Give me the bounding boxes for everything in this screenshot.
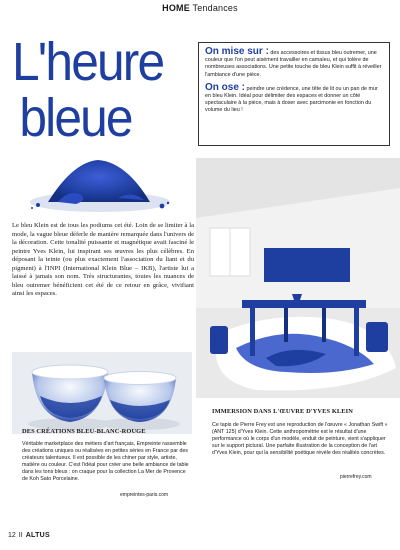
right-section-text: Ce tapis de Pierre Frey est une reproduction de l'œuvre « Jonathan Swift » (ANT 125) d'Yves Klein. Cette anthropométrie est le résultat d'une performance où le corps d'un modèle, enduit de peinture, vient s'appliquer sur le support pictural. Une parfaite illustration de la conception de l'art d'Yves Klein, pour qui la sensibilité poétique révèle des réalités concrètes. bbox=[212, 422, 388, 456]
tip-2-text: peindre une crédence, une tête de lit ou un pan de mur en bleu Klein. Idéal pour délimiter des espaces et donner un côté spectaculaire à la pièce, mais à doser avec parcimonie en fonction du volume du lieu ! bbox=[205, 85, 378, 114]
tips-box bbox=[198, 42, 390, 146]
tip-1-text: des accessoires et tissus bleu outremer, une couleur que l'on peut aisément travailler en camaïeu, et qui tolère de nombreuses associations. Une petite touche de bleu Klein suffit à réveiller l'ambiance d'une pièce. bbox=[205, 50, 382, 78]
title-line-1: L'heure bbox=[12, 32, 164, 92]
right-credit: pierrefrey.com bbox=[340, 474, 372, 480]
magazine-name: ALTUS bbox=[25, 532, 50, 539]
tip-1-lead: On mise sur : bbox=[205, 46, 269, 57]
blue-room-photo bbox=[196, 158, 400, 398]
blue-bowls-photo bbox=[12, 352, 192, 434]
body-text: Le bleu Klein est de tous les podiums cet été. Loin de se limiter à la mode, la vague bleue déferle de manière remarquée dans l'univers de la décoration. Cette tonalité puissante et magnétique avait fasciné le peintre Yves Klein, lui inspirant ses œuvres les plus célèbres. En déposant la teinte (ou plus exactement l'association du liant et du pigment) à l'INPI (International Klein Blue – IKB), l'artiste lui a laissé à jamais son nom. Très structurantes, toutes les nuances de bleu outremer bénéficient cet été de ce retour en grâce, vivifiant ainsi les espaces. bbox=[12, 222, 194, 297]
tip-2 bbox=[205, 83, 383, 115]
header-sub: Tendances bbox=[192, 3, 238, 13]
title-line-2: bleue bbox=[19, 88, 132, 148]
left-section-text: Véritable marketplace des métiers d'art français, Empreinte rassemble des créations uniques ou réalisées en petites séries en France par des créateurs talentueux. Il est possible de les chiner par style, artiste, matière ou couleur. C'est l'idéal pour créer une belle ambiance de table dans les tons bleus : on craque pour la collection La Mer de Provence de Koh Sato Porcelaine. bbox=[22, 441, 189, 482]
page-header bbox=[0, 3, 400, 13]
tip-1 bbox=[205, 47, 383, 79]
header-section: HOME bbox=[162, 3, 190, 13]
page-title bbox=[12, 34, 163, 146]
left-credit: empreintes-paris.com bbox=[120, 492, 169, 498]
footer-separator: II bbox=[18, 532, 23, 539]
page-footer bbox=[8, 532, 50, 539]
page-number: 12 bbox=[8, 532, 16, 539]
left-section-title: DES CRÉATIONS BLEU-BLANC-ROUGE bbox=[22, 428, 146, 435]
tip-2-lead: On ose : bbox=[205, 81, 246, 93]
right-section-title: IMMERSION DANS L'ŒUVRE D'YVES KLEIN bbox=[212, 408, 353, 415]
blue-pigment-image bbox=[18, 150, 178, 218]
